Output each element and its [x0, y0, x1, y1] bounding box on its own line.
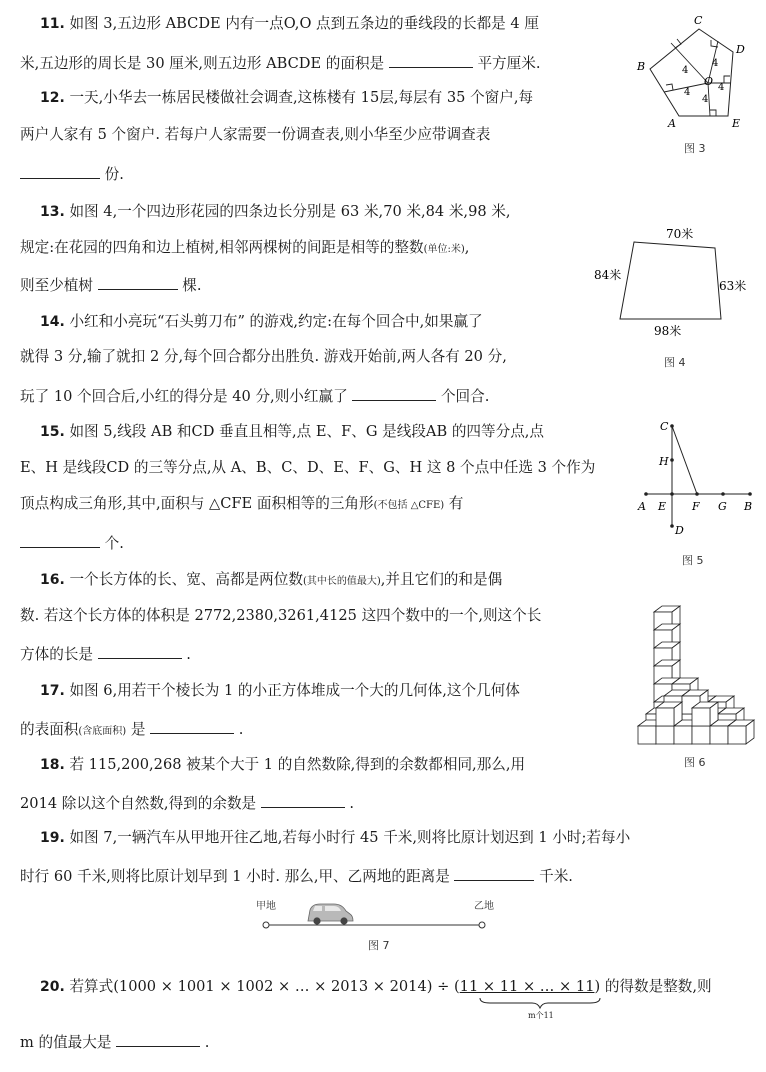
- fig7-start-label: 甲地: [256, 901, 276, 912]
- p15-number: 15.: [40, 424, 65, 440]
- fig3-length-5: 4: [684, 87, 691, 98]
- fig3-label-e: E: [732, 117, 741, 130]
- figure-5: [630, 414, 760, 574]
- fig5-caption: 图 5: [682, 554, 704, 567]
- fig3-length-2: 4: [712, 58, 719, 69]
- fig3-length-1: 4: [682, 65, 689, 76]
- p15-line2: E、H 是线段CD 的三等分点,从 A、B、C、D、E、F、G、H 这 8 个点中任选 3 个作为: [20, 459, 596, 476]
- p19-number: 19.: [40, 830, 65, 846]
- p20-number: 20.: [40, 979, 65, 995]
- p18-line1: 18. 若 115,200,268 被某个大于 1 的自然数除,得到的余数都相同,那么,用: [40, 756, 526, 773]
- p19-answer-blank[interactable]: [454, 864, 534, 881]
- fig7-caption: 图 7: [368, 939, 390, 952]
- cube-stack: [628, 598, 762, 748]
- p12-answer-blank[interactable]: [20, 162, 100, 179]
- figure-3: [632, 10, 762, 160]
- p20-multiplier: 11 × 11 × … × 11: [459, 978, 595, 995]
- p14-number: 14.: [40, 314, 65, 330]
- p16-line1: 16. 一个长方体的长、宽、高都是两位数(其中长的值最大),并且它们的和是偶: [40, 571, 503, 588]
- p19-line2: 时行 60 千米,则将比原计划早到 1 小时. 那么,甲、乙两地的距离是 千米.: [20, 864, 573, 887]
- p20-line1: 20. 若算式(1000 × 1001 × 1002 × … × 2013 × 2014) ÷ (11 × 11 × … × 11) 的得数是整数,则: [40, 978, 712, 995]
- p20-answer-blank[interactable]: [116, 1030, 200, 1047]
- unit-cube: [656, 702, 682, 726]
- figure-6: [628, 598, 762, 788]
- p13-number: 13.: [40, 204, 65, 220]
- p11-number: 11.: [40, 16, 65, 32]
- p11-line2: 米,五边形的周长是 30 厘米,则五边形 ABCDE 的面积是 平方厘米.: [20, 51, 540, 74]
- p16-answer-blank[interactable]: [98, 642, 182, 659]
- fig3-length-4: 4: [702, 94, 709, 105]
- p20-brace-label: m个11: [528, 1011, 554, 1020]
- p14-line2: 就得 3 分,输了就扣 2 分,每个回合都分出胜负. 游戏开始前,两人各有 20 分,: [20, 348, 507, 365]
- p17-number: 17.: [40, 683, 65, 699]
- p20-line2: m 的值最大是 .: [20, 1030, 209, 1053]
- fig3-length-3: 4: [718, 82, 725, 93]
- p17-line2: 的表面积(含底面积) 是 .: [20, 717, 243, 742]
- fig4-top-length: 70米: [666, 227, 694, 241]
- p14-line1: 14. 小红和小亮玩“石头剪刀布” 的游戏,约定:在每个回合中,如果赢了: [40, 313, 483, 330]
- fig5-label-a: A: [638, 500, 646, 513]
- fig5-label-c: C: [660, 420, 669, 433]
- p13-answer-blank[interactable]: [98, 273, 178, 290]
- fig5-label-h: H: [659, 455, 669, 468]
- p17-line1: 17. 如图 6,用若干个棱长为 1 的小正方体堆成一个大的几何体,这个几何体: [40, 682, 520, 699]
- figure-7: [250, 895, 520, 955]
- car-icon: [308, 904, 353, 925]
- fig7-end-point: [479, 922, 485, 928]
- p13-line3: 则至少植树 棵.: [20, 273, 202, 296]
- fig4-right-length: 63米: [719, 279, 747, 293]
- unit-cube: [728, 720, 754, 744]
- fig5-label-e: E: [658, 500, 667, 513]
- fig4-caption: 图 4: [664, 356, 686, 369]
- p14-answer-blank[interactable]: [352, 384, 436, 401]
- garden-quadrilateral: [620, 242, 721, 319]
- fig3-label-b: B: [637, 60, 646, 73]
- fig4-left-length: 84米: [594, 268, 622, 282]
- fig5-label-f: F: [692, 500, 700, 513]
- segment-cf: [672, 426, 697, 494]
- unit-cube: [692, 702, 718, 726]
- fig4-bottom-length: 98米: [654, 324, 682, 338]
- p16-number: 16.: [40, 572, 65, 588]
- fig6-caption: 图 6: [684, 756, 706, 769]
- fig3-caption: 图 3: [684, 142, 706, 155]
- p19-line1: 19. 如图 7,一辆汽车从甲地开往乙地,若每小时行 45 千米,则将比原计划迟到 1 小时;若每小: [40, 829, 631, 846]
- pentagon-shape: [650, 29, 733, 116]
- p17-answer-blank[interactable]: [150, 717, 234, 734]
- fig7-end-label: 乙地: [474, 901, 494, 912]
- p15-line4: 个.: [20, 531, 124, 554]
- fig3-label-a: A: [668, 117, 676, 130]
- p11-answer-blank[interactable]: [389, 51, 473, 68]
- fig5-label-d: D: [675, 524, 684, 537]
- p12-number: 12.: [40, 90, 65, 106]
- p15-line3: 顶点构成三角形,其中,面积与 △CFE 面积相等的三角形(不包括 △CFE) 有: [20, 495, 464, 512]
- p18-line2: 2014 除以这个自然数,得到的余数是 .: [20, 791, 354, 814]
- p13-line1: 13. 如图 4,一个四边形花园的四条边长分别是 63 米,70 米,84 米,98 米,: [40, 203, 511, 220]
- p12-line2: 两户人家有 5 个窗户. 若每户人家需要一份调查表,则小华至少应带调查表: [20, 126, 491, 143]
- fig7-start-point: [263, 922, 269, 928]
- figure-4: [590, 222, 760, 372]
- p16-line2: 数. 若这个长方体的体积是 2772,2380,3261,4125 这四个数中的一个,则这个长: [20, 607, 542, 624]
- p14-line3: 玩了 10 个回合后,小红的得分是 40 分,则小红赢了 个回合.: [20, 384, 489, 407]
- p13-line2: 规定:在花园的四角和边上植树,相邻两棵树的间距是相等的整数(单位:米),: [20, 239, 470, 256]
- p12-line3: 份.: [20, 162, 124, 185]
- p16-line3: 方体的长是 .: [20, 642, 191, 665]
- p15-answer-blank[interactable]: [20, 531, 100, 548]
- p12-line1: 12. 一天,小华去一栋居民楼做社会调查,这栋楼有 15层,每层有 35 个窗户,每: [40, 89, 534, 106]
- p18-number: 18.: [40, 757, 65, 773]
- p15-line1: 15. 如图 5,线段 AB 和CD 垂直且相等,点 E、F、G 是线段AB 的四等分点,点: [40, 423, 545, 440]
- fig3-label-o: O: [704, 75, 714, 88]
- fig3-label-d: D: [736, 43, 745, 56]
- pentagon-perpendiculars: [664, 39, 731, 116]
- p18-answer-blank[interactable]: [261, 791, 345, 808]
- fig5-label-b: B: [744, 500, 753, 513]
- fig3-label-c: C: [694, 14, 703, 27]
- p20-brace: [476, 996, 606, 1022]
- fig5-label-g: G: [718, 500, 727, 513]
- p11-line1: 11. 如图 3,五边形 ABCDE 内有一点O,O 点到五条边的垂线段的长都是 4 厘: [40, 15, 539, 32]
